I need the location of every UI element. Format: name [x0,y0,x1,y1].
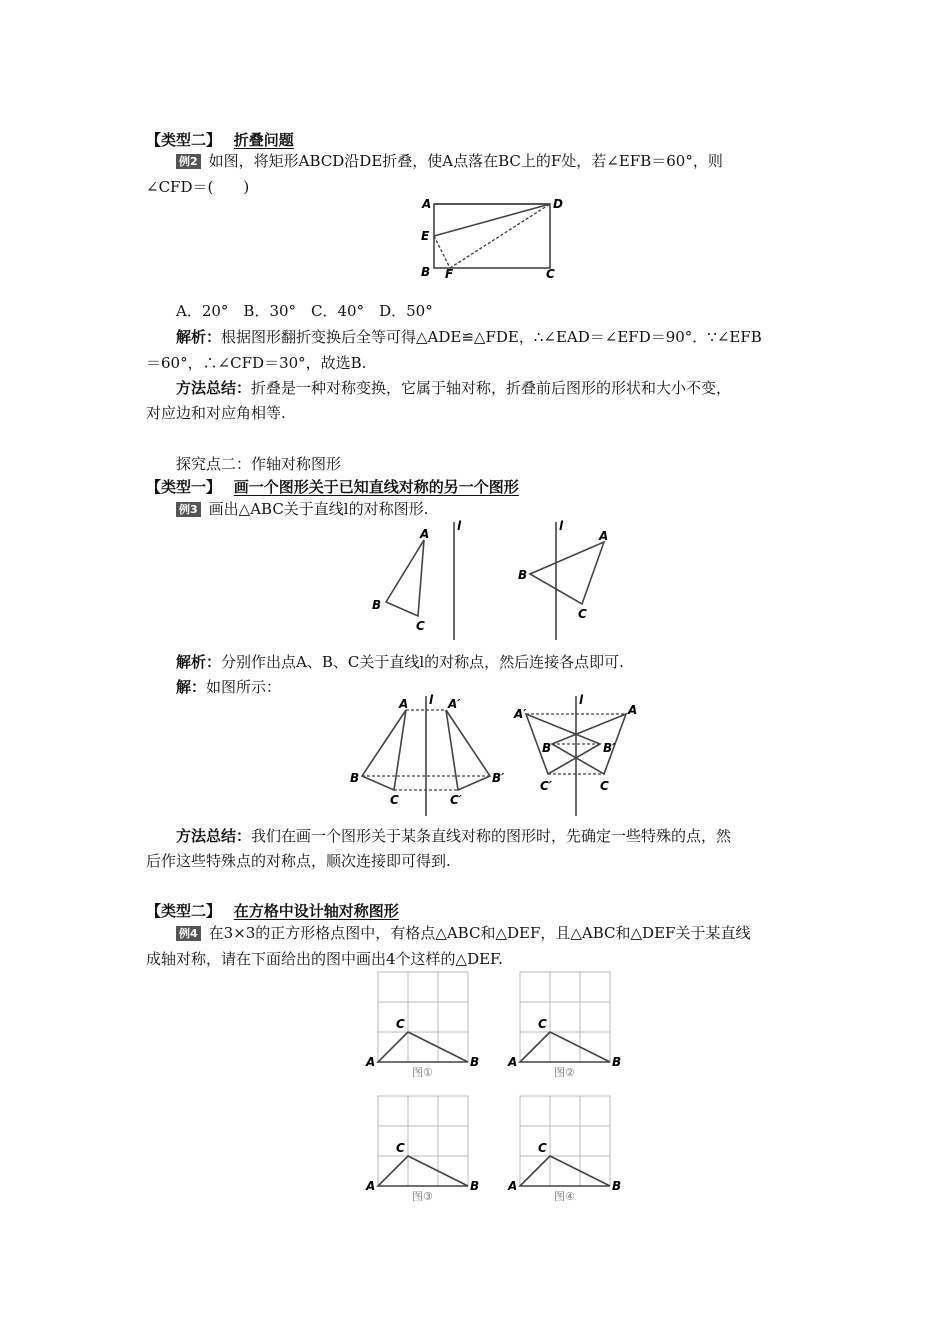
label-b: B [470,1055,480,1069]
question-text: 在3×3的正方形格点图中，有格点△ABC和△DEF，且△ABC和△DEF关于某直线 [208,924,751,942]
type-title: 折叠问题 [233,131,294,149]
method-text: 我们在画一个图形关于某条直线对称的图形时，先确定一些特殊的点，然 [251,827,732,845]
triangle-abc-left [386,540,424,616]
label-a: A [422,197,432,211]
method-label: 方法总结： [176,827,252,845]
analysis-line2: ＝60°，∴∠CFD＝30°，故选B. [146,354,367,372]
label-c: C [578,607,587,621]
caption: 图③ [412,1190,433,1203]
label-f: F [445,267,454,281]
type-label: 【类型二】 [146,902,222,920]
label-e: E [421,229,430,243]
label-b: B [612,1055,622,1069]
type-heading-folding [146,129,294,151]
label-l: l [429,693,434,707]
type-label: 【类型一】 [146,478,222,496]
label-c: C [390,793,399,807]
label-l: l [559,519,564,533]
type-heading-grid [146,900,399,922]
grid-figure-2 [506,968,626,1080]
label-l: l [579,693,584,707]
label-a: A [508,1055,518,1069]
example-badge: 例4 [176,926,201,941]
line-fd [450,204,550,268]
example-2-line1 [176,150,723,172]
grid-figure-1 [364,968,484,1080]
label-b-prime: B′ [603,741,616,755]
grid-figure-4 [506,1092,626,1204]
label-c: C [416,619,425,633]
label-c-prime: C′ [450,793,462,807]
label-a-prime: A′ [448,697,461,711]
label-b: B [350,771,360,785]
label-c: C [600,779,609,793]
label-a: A [599,529,609,543]
method-label: 方法总结： [176,379,252,397]
label-a: A [420,527,430,541]
triangle-abc [378,1032,468,1062]
triangle-abc [520,1032,610,1062]
triangle-abc [520,1156,610,1186]
method-text: 折叠是一种对称变换，它属于轴对称，折叠前后图形的形状和大小不变， [251,379,732,397]
solution-label: 解： [176,678,207,696]
analysis-text: 根据图形翻折变换后全等可得△ADE≌△FDE，∴∠EAD＝∠EFD＝90°．∵∠EFB [221,328,762,346]
example-3-figures [368,518,618,644]
triangle-abc-right [530,542,604,604]
analysis-line1 [176,326,762,348]
label-b: B [470,1179,480,1193]
method-line1 [176,825,731,847]
label-a: A [366,1055,376,1069]
label-c: C [396,1017,405,1031]
label-c-prime: C′ [540,779,552,793]
label-a: A [399,697,409,711]
rectangle-fold-figure [410,192,570,282]
type-label: 【类型二】 [146,131,222,149]
label-b: B [518,568,528,582]
solution-text: 如图所示： [206,678,282,696]
label-a-prime: A′ [514,707,527,721]
analysis-label: 解析： [176,328,222,346]
example-badge: 例3 [176,502,201,517]
triangle-abc-prime [446,710,490,790]
label-b: B [421,265,431,279]
question-text: 如图，将矩形ABCD沿DE折叠，使A点落在BC上的F处，若∠EFB＝60°，则 [208,152,723,170]
label-c: C [538,1017,547,1031]
label-b-prime: B′ [492,771,505,785]
question-text: 画出△ABC关于直线l的对称图形. [208,500,429,518]
label-c: C [538,1141,547,1155]
type-heading-draw [146,476,519,498]
example-2-line2: ∠CFD＝( ) [146,178,250,196]
label-a: A [628,703,638,717]
example-4-line1 [176,922,750,944]
example-4-line2: 成轴对称，请在下面给出的图中画出4个这样的△DEF. [146,950,503,968]
label-d: D [553,197,563,211]
triangle-abc [362,710,406,790]
label-a: A [366,1179,376,1193]
grid-figure-3 [364,1092,484,1204]
solution-figures [346,692,646,820]
analysis [176,651,624,673]
method-line2: 对应边和对应角相等. [146,404,286,422]
solution [176,676,281,698]
label-b: B [612,1179,622,1193]
caption: 图① [412,1066,433,1079]
caption: 图④ [554,1190,575,1203]
label-l: l [457,519,462,533]
triangle-abc [378,1156,468,1186]
example-badge: 例2 [176,154,201,169]
type-title: 画一个图形关于已知直线对称的另一个图形 [233,478,519,496]
label-c: C [396,1141,405,1155]
method-line1 [176,377,731,399]
section-heading: 探究点二：作轴对称图形 [176,455,342,473]
example-3 [176,498,428,520]
label-a: A [508,1179,518,1193]
options: A．20° B．30° C．40° D．50° [176,302,433,320]
label-c: C [546,267,555,281]
analysis-label: 解析： [176,653,222,671]
line-de [434,204,550,236]
label-b: B [372,598,382,612]
type-title: 在方格中设计轴对称图形 [233,902,399,920]
analysis-text: 分别作出点A、B、C关于直线l的对称点，然后连接各点即可. [221,653,624,671]
line-ef [434,236,450,268]
caption: 图② [554,1066,575,1079]
label-b: B [542,741,552,755]
method-line2: 后作这些特殊点的对称点，顺次连接即可得到. [146,852,451,870]
rectangle-abcd [434,204,550,268]
